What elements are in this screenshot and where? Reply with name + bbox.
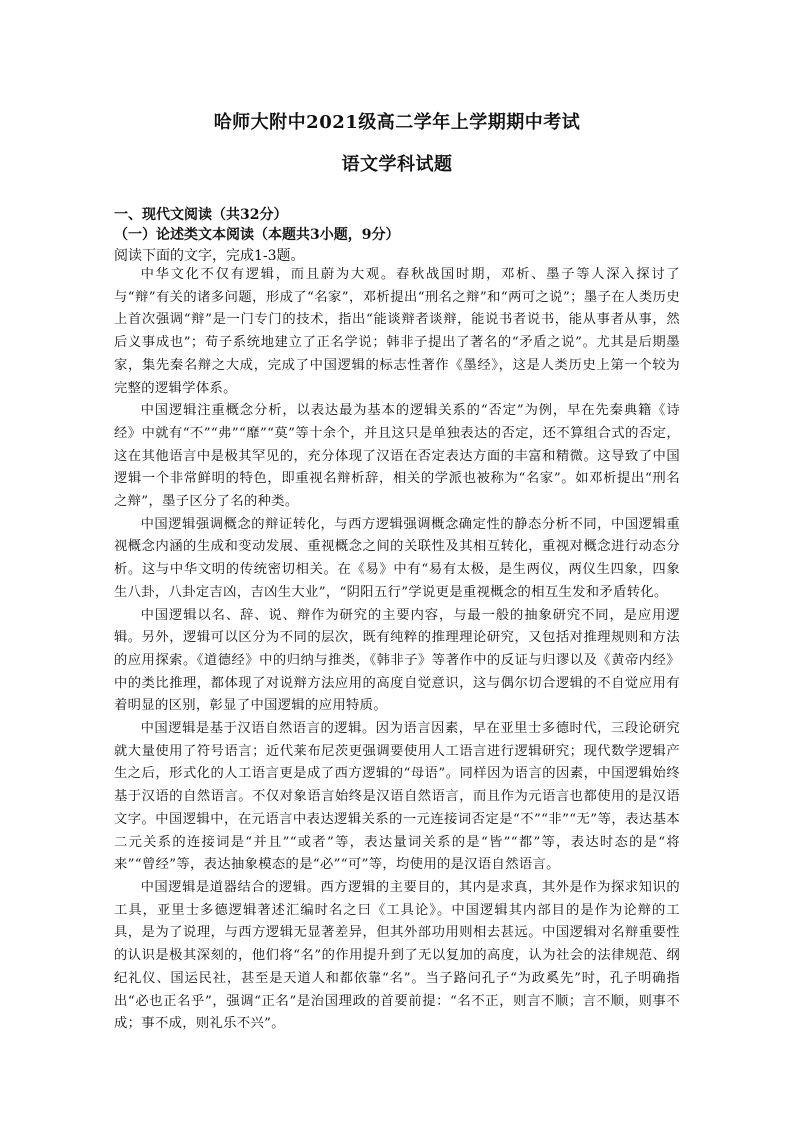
subsection-heading: （一）论述类文本阅读（本题共3小题，9分） xyxy=(114,227,400,243)
section-heading: 一、现代文阅读（共32分） xyxy=(114,207,288,223)
reading-instruction: 阅读下面的文字，完成1-3题。 xyxy=(114,248,305,264)
exam-subtitle: 语文学科试题 xyxy=(341,154,453,175)
exam-title: 哈师大附中2021级高二学年上学期期中考试 xyxy=(213,112,581,133)
reading-passage xyxy=(114,264,680,1036)
passage-paragraph: 中国逻辑是基于汉语自然语言的逻辑。因为语言因素，早在亚里士多德时代，三段论研究就大量使用了符号语言；近代莱布尼茨更强调要使用人工语言进行逻辑研究；现代数学逻辑产生之后，形式化的人工语言更是成了西方逻辑的“母语”。同样因为语言的因素，中国逻辑始终基于汉语的自然语言。不仅对象语言始终是汉语自然语言，而且作为元语言也都使用的是汉语文字。中国逻辑中，在元语言中表达逻辑关系的一元连接词否定是“不”“非”“无”等，表达基本二元关系的连接词是“并且”“或者”等，表达量词关系的是“皆”“都”等，表达时态的是“将来”“曾经”等，表达抽象模态的是“必”“可”等，均使用的是汉语自然语言。 xyxy=(114,721,680,873)
passage-paragraph: 中国逻辑强调概念的辩证转化，与西方逻辑强调概念确定性的静态分析不同，中国逻辑重视概念内涵的生成和变动发展、重视概念之间的关联性及其相互转化，重视对概念进行动态分析。这与中华文明的传统密切相关。在《易》中有“易有太极，是生两仪，两仪生四象，四象生八卦，八卦定吉凶，吉凶生大业”，“阴阳五行”学说更是重视概念的相互生发和矛盾转化。 xyxy=(114,516,680,600)
passage-paragraph: 中国逻辑以名、辞、说、辩作为研究的主要内容，与最一般的抽象研究不同，是应用逻辑。另外，逻辑可以区分为不同的层次，既有纯粹的推理理论研究，又包括对推理规则和方法的应用探索。《道德经》中的归纳与推类，《韩非子》等著作中的反证与归谬以及《黄帝内经》中的类比推理，都体现了对说辩方法应用的高度自觉意识，这与偶尔切合逻辑的不自觉应用有着明显的区别，彰显了中国逻辑的应用特质。 xyxy=(114,607,680,714)
passage-paragraph: 中国逻辑注重概念分析，以表达最为基本的逻辑关系的“否定”为例，早在先秦典籍《诗经》中就有“不”“弗”“靡”“莫”等十余个，并且这只是单独表达的否定，还不算组合式的否定，这在其他语言中是极其罕见的，充分体现了汉语在否定表达方面的丰富和精微。这导致了中国逻辑一个非常鲜明的特色，即重视名辩析辞，相关的学派也被称为“名家”。如邓析提出“刑名之辩”，墨子区分了名的种类。 xyxy=(114,403,680,510)
passage-paragraph: 中华文化不仅有逻辑，而且蔚为大观。春秋战国时期，邓析、墨子等人深入探讨了与“辩”有关的诸多问题，形成了“名家”，邓析提出“刑名之辩”和“两可之说”；墨子在人类历史上首次强调“辩”是一门专门的技术，指出“能谈辩者谈辩，能说书者说书，能从事者从事，然后义事成也”；荀子系统地建立了正名学说；韩非子提出了著名的“矛盾之说”。尤其是后期墨家，集先秦名辩之大成，完成了中国逻辑的标志性著作《墨经》，这是人类历史上第一个较为完整的逻辑学体系。 xyxy=(114,267,680,396)
passage-paragraph: 中国逻辑是道器结合的逻辑。西方逻辑的主要目的，其内是求真，其外是作为探求知识的工具，亚里士多德逻辑著述汇编时名之曰《工具论》。中国逻辑其内部目的是作为论辩的工具，是为了说理，与西方逻辑无显著差异，但其外部功用则相去甚远。中国逻辑对名辩重要性的认识是极其深刻的，他们将“名”的作用提升到了无以复加的高度，认为社会的法律规范、纲纪礼仪、国运民社，甚至是天道人和都依靠“名”。当子路问孔子“为政奚先”时，孔子明确指出“必也正名乎”，强调“正名”是治国理政的首要前提：“名不正，则言不顺；言不顺，则事不成；事不成，则礼乐不兴”。 xyxy=(114,879,680,1032)
